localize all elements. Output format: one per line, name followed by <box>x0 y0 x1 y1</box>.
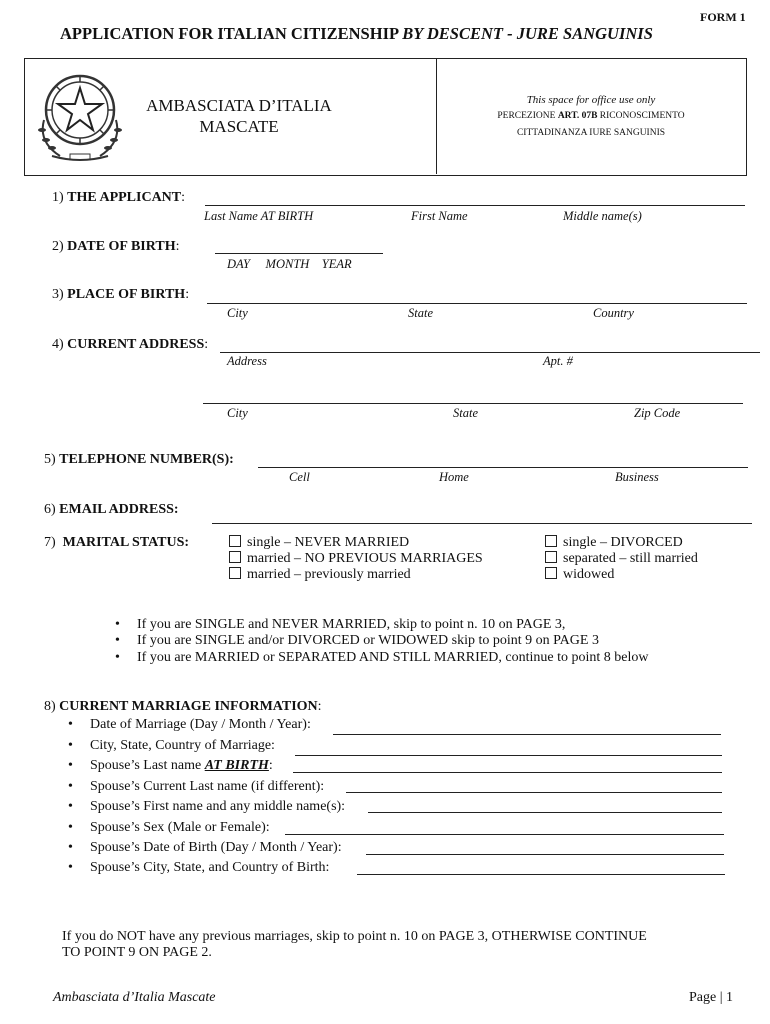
phone-input[interactable] <box>258 467 748 468</box>
marriage-colon: : <box>317 699 322 714</box>
instruction-item: • If you are SINGLE and/or DIVORCED or WIDOWED skip to point 9 on PAGE 3 <box>137 633 599 649</box>
checkbox-icon[interactable] <box>229 551 241 563</box>
title-main: APPLICATION FOR ITALIAN CITIZENSHIP <box>60 24 403 43</box>
marriage-date-label: • Date of Marriage (Day / Month / Year): <box>90 717 311 733</box>
address-colon: : <box>204 337 209 352</box>
form-number: FORM 1 <box>700 10 746 24</box>
dob-label <box>52 239 179 255</box>
marriage-label-text: CURRENT MARRIAGE INFORMATION <box>59 699 318 714</box>
marital-option-never-married[interactable] <box>229 535 483 551</box>
email-input[interactable] <box>212 523 752 524</box>
footer-page-number: Page | 1 <box>689 990 734 1005</box>
embassy-name-line1: AMBASCIATA D’ITALIA <box>146 96 332 115</box>
marital-option-married-previously[interactable] <box>229 567 483 583</box>
marital-option-divorced[interactable] <box>545 535 698 551</box>
applicant-input[interactable] <box>205 205 745 206</box>
email-num: 6) <box>44 502 60 517</box>
applicant-num: 1) <box>52 190 68 205</box>
pob-label-text: PLACE OF BIRTH <box>67 287 186 302</box>
address-input[interactable] <box>220 352 760 353</box>
applicant-label <box>52 190 185 206</box>
perc-post: RICONOSCIMENTO <box>597 111 685 121</box>
italian-emblem-icon <box>30 62 130 166</box>
spouse-birthplace-label: • Spouse’s City, State, and Country of Birth: <box>90 860 329 876</box>
applicant-label-text: THE APPLICANT <box>67 190 182 205</box>
phone-label <box>44 452 234 468</box>
dob-num: 2) <box>52 239 68 254</box>
pob-colon: : <box>185 287 190 302</box>
closing-note-line2: TO POINT 9 ON PAGE 2. <box>62 945 212 960</box>
option-label: separated – still married <box>563 551 698 566</box>
office-use-note: This space for office use only <box>526 94 656 106</box>
checkbox-icon[interactable] <box>229 535 241 547</box>
applicant-sub-lastname: Last Name AT BIRTH <box>204 209 314 223</box>
phone-num: 5) <box>44 452 60 467</box>
address-sub-address: Address <box>227 354 267 368</box>
marital-option-widowed[interactable] <box>545 567 698 583</box>
dob-sub: DAY MONTH YEAR <box>227 257 352 271</box>
phone-sub-home: Home <box>439 470 469 484</box>
spouse-lastname-text: Spouse’s Last name <box>90 758 205 773</box>
perc-pre: PERCEZIONE <box>497 111 558 121</box>
option-label: single – NEVER MARRIED <box>247 535 410 550</box>
address-sub-city: City <box>227 406 248 420</box>
spouse-lastname-input[interactable] <box>293 772 722 773</box>
page-title <box>60 24 653 44</box>
address-label <box>52 337 208 353</box>
spouse-current-lastname-label: • Spouse’s Current Last name (if different): <box>90 779 324 795</box>
embassy-name-line2: MASCATE <box>199 117 279 136</box>
marriage-place-label: • City, State, Country of Marriage: <box>90 738 275 754</box>
dob-label-text: DATE OF BIRTH <box>67 239 176 254</box>
marital-option-separated[interactable] <box>545 551 698 567</box>
instruction-item: • If you are SINGLE and NEVER MARRIED, skip to point n. 10 on PAGE 3, <box>137 617 565 633</box>
address-sub-apt: Apt. # <box>543 354 573 368</box>
spouse-dob-label: • Spouse’s Date of Birth (Day / Month / Year): <box>90 840 342 856</box>
checkbox-icon[interactable] <box>545 535 557 547</box>
option-label: widowed <box>563 567 615 582</box>
perc-bold: ART. 07B <box>557 111 598 121</box>
option-label: married – NO PREVIOUS MARRIAGES <box>247 551 483 566</box>
applicant-colon: : <box>181 190 186 205</box>
pob-input[interactable] <box>207 303 747 304</box>
spouse-sex-input[interactable] <box>285 834 724 835</box>
marital-options-right <box>545 535 698 583</box>
at-birth-colon: : <box>268 758 273 773</box>
phone-label-text: TELEPHONE NUMBER(S): <box>59 452 234 467</box>
marital-num: 7) <box>44 535 63 550</box>
applicant-sub-middlename: Middle name(s) <box>563 209 642 223</box>
marriage-section-label <box>44 699 322 715</box>
closing-note-line1: If you do NOT have any previous marriages, skip to point n. 10 on PAGE 3, OTHERWISE CONTINUE <box>62 929 647 944</box>
spouse-lastname-label <box>90 758 273 774</box>
spouse-birthplace-input[interactable] <box>357 874 725 875</box>
spouse-sex-label: • Spouse’s Sex (Male or Female): <box>90 820 270 836</box>
marriage-place-input[interactable] <box>295 755 722 756</box>
perception-line1 <box>437 111 745 121</box>
marital-option-married-no-previous[interactable] <box>229 551 483 567</box>
marital-label <box>44 535 189 551</box>
address-sub-state: State <box>453 406 478 420</box>
address-sub-zip: Zip Code <box>634 406 681 420</box>
marital-options-left <box>229 535 483 583</box>
address-num: 4) <box>52 337 68 352</box>
pob-sub-country: Country <box>593 306 634 320</box>
instruction-item: • If you are MARRIED or SEPARATED AND STILL MARRIED, continue to point 8 below <box>137 650 649 666</box>
email-label-text: EMAIL ADDRESS: <box>59 502 179 517</box>
footer-left: Ambasciata d’Italia Mascate <box>53 990 216 1005</box>
phone-sub-business: Business <box>615 470 659 484</box>
marriage-num: 8) <box>44 699 60 714</box>
at-birth-emphasis: AT BIRTH <box>204 758 269 773</box>
option-label: married – previously married <box>247 567 411 582</box>
email-label <box>44 502 179 518</box>
address-label-text: CURRENT ADDRESS <box>67 337 205 352</box>
spouse-firstname-label: • Spouse’s First name and any middle name(s): <box>90 799 345 815</box>
dob-input[interactable] <box>215 253 383 254</box>
checkbox-icon[interactable] <box>229 567 241 579</box>
marital-label-text: MARITAL STATUS: <box>62 535 190 550</box>
option-label: single – DIVORCED <box>563 535 683 550</box>
pob-sub-city: City <box>227 306 248 320</box>
pob-label <box>52 287 189 303</box>
spouse-firstname-input[interactable] <box>368 812 722 813</box>
spouse-dob-input[interactable] <box>366 854 724 855</box>
marriage-date-input[interactable] <box>333 734 721 735</box>
title-italic: BY DESCENT - JURE SANGUINIS <box>402 24 653 43</box>
checkbox-icon[interactable] <box>545 567 557 579</box>
dob-colon: : <box>175 239 180 254</box>
perception-line2: CITTADINANZA IURE SANGUINIS <box>516 128 666 138</box>
spouse-current-lastname-input[interactable] <box>346 792 722 793</box>
pob-num: 3) <box>52 287 68 302</box>
phone-sub-cell: Cell <box>289 470 310 484</box>
applicant-sub-firstname: First Name <box>411 209 468 223</box>
address-city-input[interactable] <box>203 403 743 404</box>
checkbox-icon[interactable] <box>545 551 557 563</box>
pob-sub-state: State <box>408 306 433 320</box>
